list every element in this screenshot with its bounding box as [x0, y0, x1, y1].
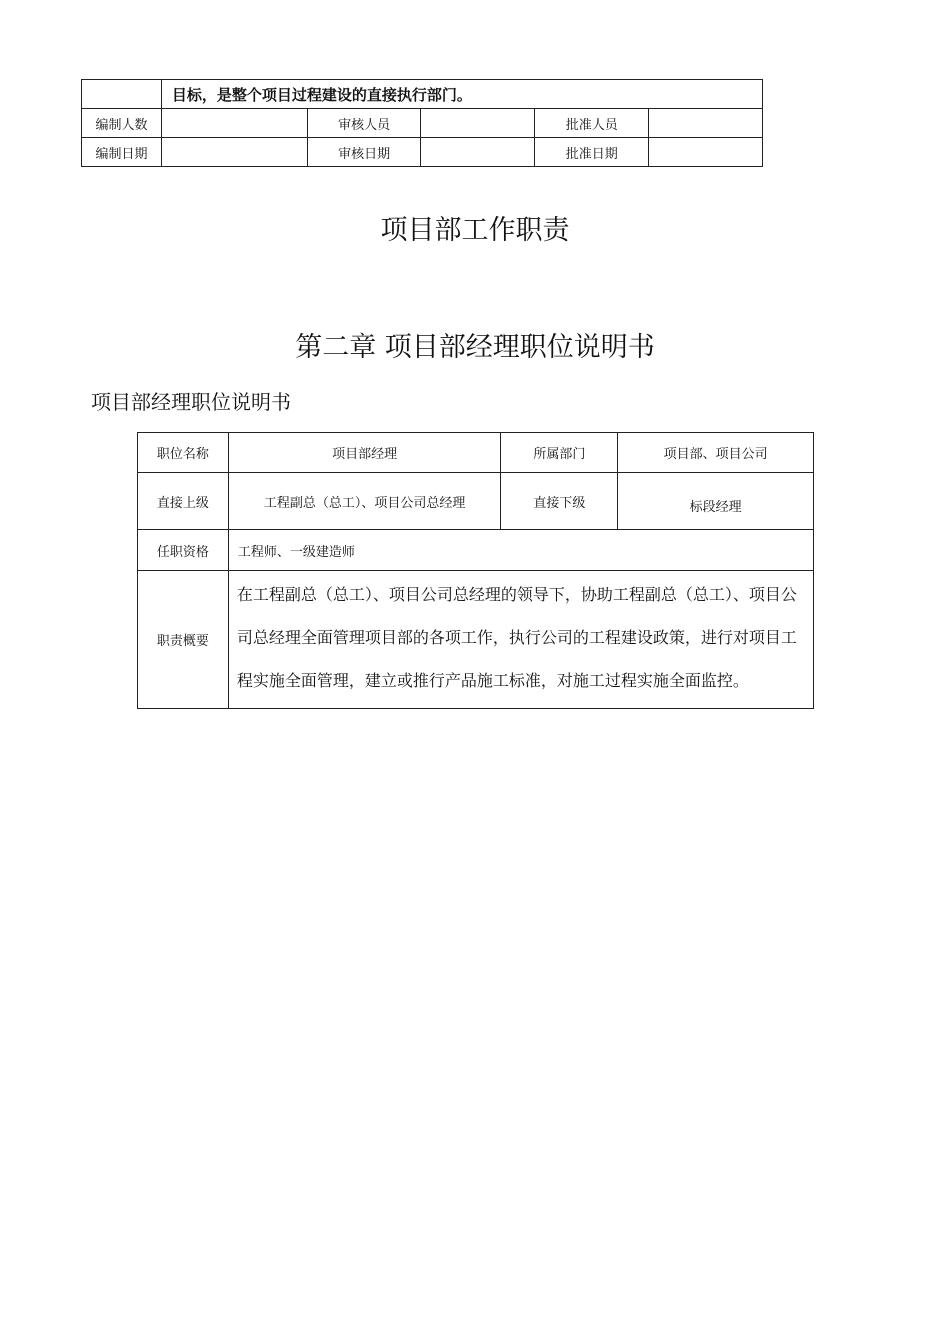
table-cell: [82, 80, 162, 109]
table-row: [82, 138, 763, 167]
table-row: [82, 80, 763, 109]
approver-label: 批准人员: [535, 109, 649, 138]
subordinate-value: 标段经理: [618, 473, 814, 530]
section-heading: 项目部工作职责: [380, 215, 570, 246]
subtitle: 项目部经理职位说明书: [91, 390, 291, 414]
department-value: 项目部、项目公司: [618, 433, 814, 473]
approve-date-label: 批准日期: [535, 138, 649, 167]
superior-value: 工程副总（总工）、项目公司总经理: [228, 473, 501, 530]
qualification-label: 任职资格: [138, 530, 229, 571]
signoff-table: [81, 79, 763, 167]
reviewer-label: 审核人员: [307, 109, 421, 138]
job-title-label: 职位名称: [138, 433, 229, 473]
reviewer-value: [421, 109, 535, 138]
department-label: 所属部门: [501, 433, 618, 473]
position-description-table: [137, 432, 814, 709]
compiler-label: 编制人数: [82, 109, 162, 138]
compiler-value: [161, 109, 307, 138]
review-date-label: 审核日期: [307, 138, 421, 167]
table-row: [138, 571, 814, 709]
compile-date-label: 编制日期: [82, 138, 162, 167]
continued-text: 目标，是整个项目过程建设的直接执行部门。: [161, 80, 762, 109]
approve-date-value: [649, 138, 763, 167]
subordinate-label: 直接下级: [501, 473, 618, 530]
qualification-value: 工程师、一级建造师: [228, 530, 813, 571]
table-row: [138, 433, 814, 473]
summary-value: 在工程副总（总工）、项目公司总经理的领导下，协助工程副总（总工）、项目公司总经理全面管理项目部的各项工作，执行公司的工程建设政策，进行对项目工程实施全面管理，建立或推行产品施工标准，对施工过程实施全面监控。: [228, 571, 813, 709]
review-date-value: [421, 138, 535, 167]
chapter-heading: 第二章 项目部经理职位说明书: [295, 332, 655, 363]
superior-label: 直接上级: [138, 473, 229, 530]
compile-date-value: [161, 138, 307, 167]
job-title-value: 项目部经理: [228, 433, 501, 473]
approver-value: [649, 109, 763, 138]
summary-label: 职责概要: [138, 571, 229, 709]
table-row: [138, 530, 814, 571]
table-row: [138, 473, 814, 530]
table-row: [82, 109, 763, 138]
